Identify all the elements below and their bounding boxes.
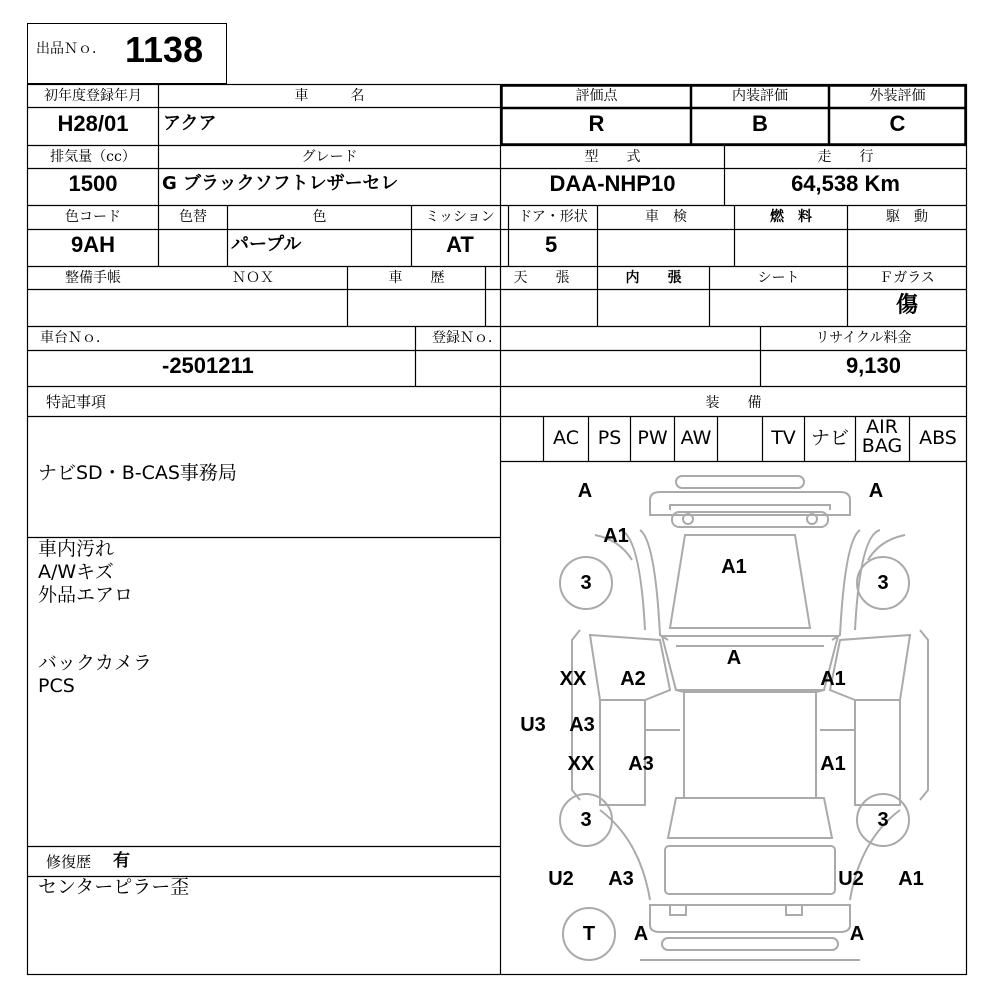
notes-label: 特記事項 (46, 393, 107, 411)
diag-bumper-right: A (849, 923, 865, 945)
interior-trim-label: 内 張 (625, 270, 682, 286)
equip-tv: TV (771, 427, 796, 449)
spare-tire: T (582, 923, 596, 945)
score-value: R (588, 111, 605, 136)
diag-hood-edge: A1 (603, 525, 629, 547)
repair-value: 有 (113, 851, 130, 871)
door-label: ドア・形状 (518, 209, 588, 225)
drive-label: 駆 動 (886, 209, 928, 225)
diag-roof: A (726, 647, 742, 669)
note-line-5: バックカメラ (38, 652, 153, 674)
equip-abs: ABS (919, 427, 957, 449)
color-code-value: 9AH (70, 232, 115, 257)
diag-rear-left-u: U2 (548, 868, 574, 890)
diag-front-right: A (868, 480, 884, 502)
mission-label: ミッション (425, 209, 495, 225)
equip-aw: AW (680, 427, 712, 449)
equipment-label: 装 備 (705, 395, 762, 411)
diag-bumper-left: A (633, 923, 649, 945)
note-line-1: ナビSD・B-CAS事務局 (38, 462, 237, 484)
diag-right-door-b: A1 (820, 753, 846, 775)
reg-value: H28/01 (57, 111, 129, 136)
color-code-label: 色コード (65, 209, 121, 225)
nox-label: ＮＯＸ (232, 270, 274, 286)
diag-left-u: U3 (520, 714, 546, 736)
disp-label: 排気量（cc） (50, 149, 136, 165)
fglass-value: 傷 (895, 292, 918, 318)
equip-ps: PS (597, 427, 622, 449)
equip-pw: PW (637, 427, 668, 449)
chassis-label: 車台Ｎｏ． (40, 330, 110, 346)
equip-airbag: AIR BAG (861, 416, 903, 457)
model-label: 型 式 (584, 149, 641, 165)
diag-rear-right: A1 (898, 868, 924, 890)
grade-label: グレード (301, 149, 358, 165)
diag-rear-right-u: U2 (838, 868, 864, 890)
note-line-4: 外品エアロ (38, 584, 134, 606)
tire-fr: 3 (877, 572, 889, 594)
chassis-value: -2501211 (162, 353, 254, 378)
grade-value: G ブラックソフトレザーセレ (162, 173, 399, 194)
model-value: DAA-NHP10 (549, 171, 676, 196)
roof-label: 天 張 (513, 270, 570, 286)
color-label: 色 (312, 209, 327, 225)
fuel-label: 燃 料 (770, 209, 812, 225)
repair-detail: センターピラー歪 (38, 876, 190, 898)
disp-value: 1500 (68, 171, 118, 196)
lot-number: 1138 (125, 29, 204, 70)
diag-left-pillar: A2 (620, 668, 646, 690)
diag-rear-left: A3 (608, 868, 634, 890)
diag-left-door-b: A3 (628, 753, 654, 775)
interior-value: B (752, 111, 768, 136)
color-value: パープル (231, 234, 302, 255)
name-label: 車 名 (294, 88, 365, 104)
diag-hood: A1 (721, 556, 747, 578)
note-line-3: A/Wキズ (38, 561, 114, 583)
name-value: アクア (163, 113, 217, 134)
reg-label: 初年度登録年月 (44, 88, 142, 104)
mileage-value: 64,538 Km (791, 171, 900, 196)
diag-left-fender-a: XX (559, 668, 587, 690)
equip-ac: AC (553, 427, 579, 449)
equip-navi: ナビ (810, 427, 849, 449)
tire-fl: 3 (580, 572, 592, 594)
fglass-label: Ｆガラス (879, 270, 935, 286)
mission-value: AT (446, 232, 474, 257)
score-label: 評価点 (575, 88, 618, 104)
history-label: 車 歴 (388, 270, 445, 286)
recycle-label: リサイクル料金 (815, 330, 912, 346)
door-value: 5 (545, 232, 558, 257)
exterior-label: 外装評価 (869, 88, 926, 104)
repair-label: 修復歴 (46, 853, 92, 871)
diag-right-fender: A1 (820, 668, 846, 690)
note-line-2: 車内汚れ (38, 538, 115, 560)
color-change-label: 色替 (179, 209, 207, 225)
seat-label: シート (757, 270, 800, 286)
interior-label: 内装評価 (732, 88, 788, 104)
mileage-label: 走 行 (817, 149, 874, 165)
diag-left-door-b-xx: XX (567, 753, 595, 775)
inspection-label: 車 検 (645, 209, 687, 225)
tire-rr: 3 (877, 809, 889, 831)
recycle-value: 9,130 (845, 353, 901, 378)
lot-label: 出品Ｎｏ． (36, 41, 106, 57)
exterior-value: C (889, 111, 906, 136)
diag-left-door-a: A3 (569, 714, 595, 736)
regno-label: 登録Ｎｏ． (432, 330, 502, 346)
note-line-6: PCS (38, 675, 75, 697)
maint-label: 整備手帳 (65, 270, 121, 286)
diag-front-left: A (577, 480, 593, 502)
tire-rl: 3 (580, 809, 592, 831)
